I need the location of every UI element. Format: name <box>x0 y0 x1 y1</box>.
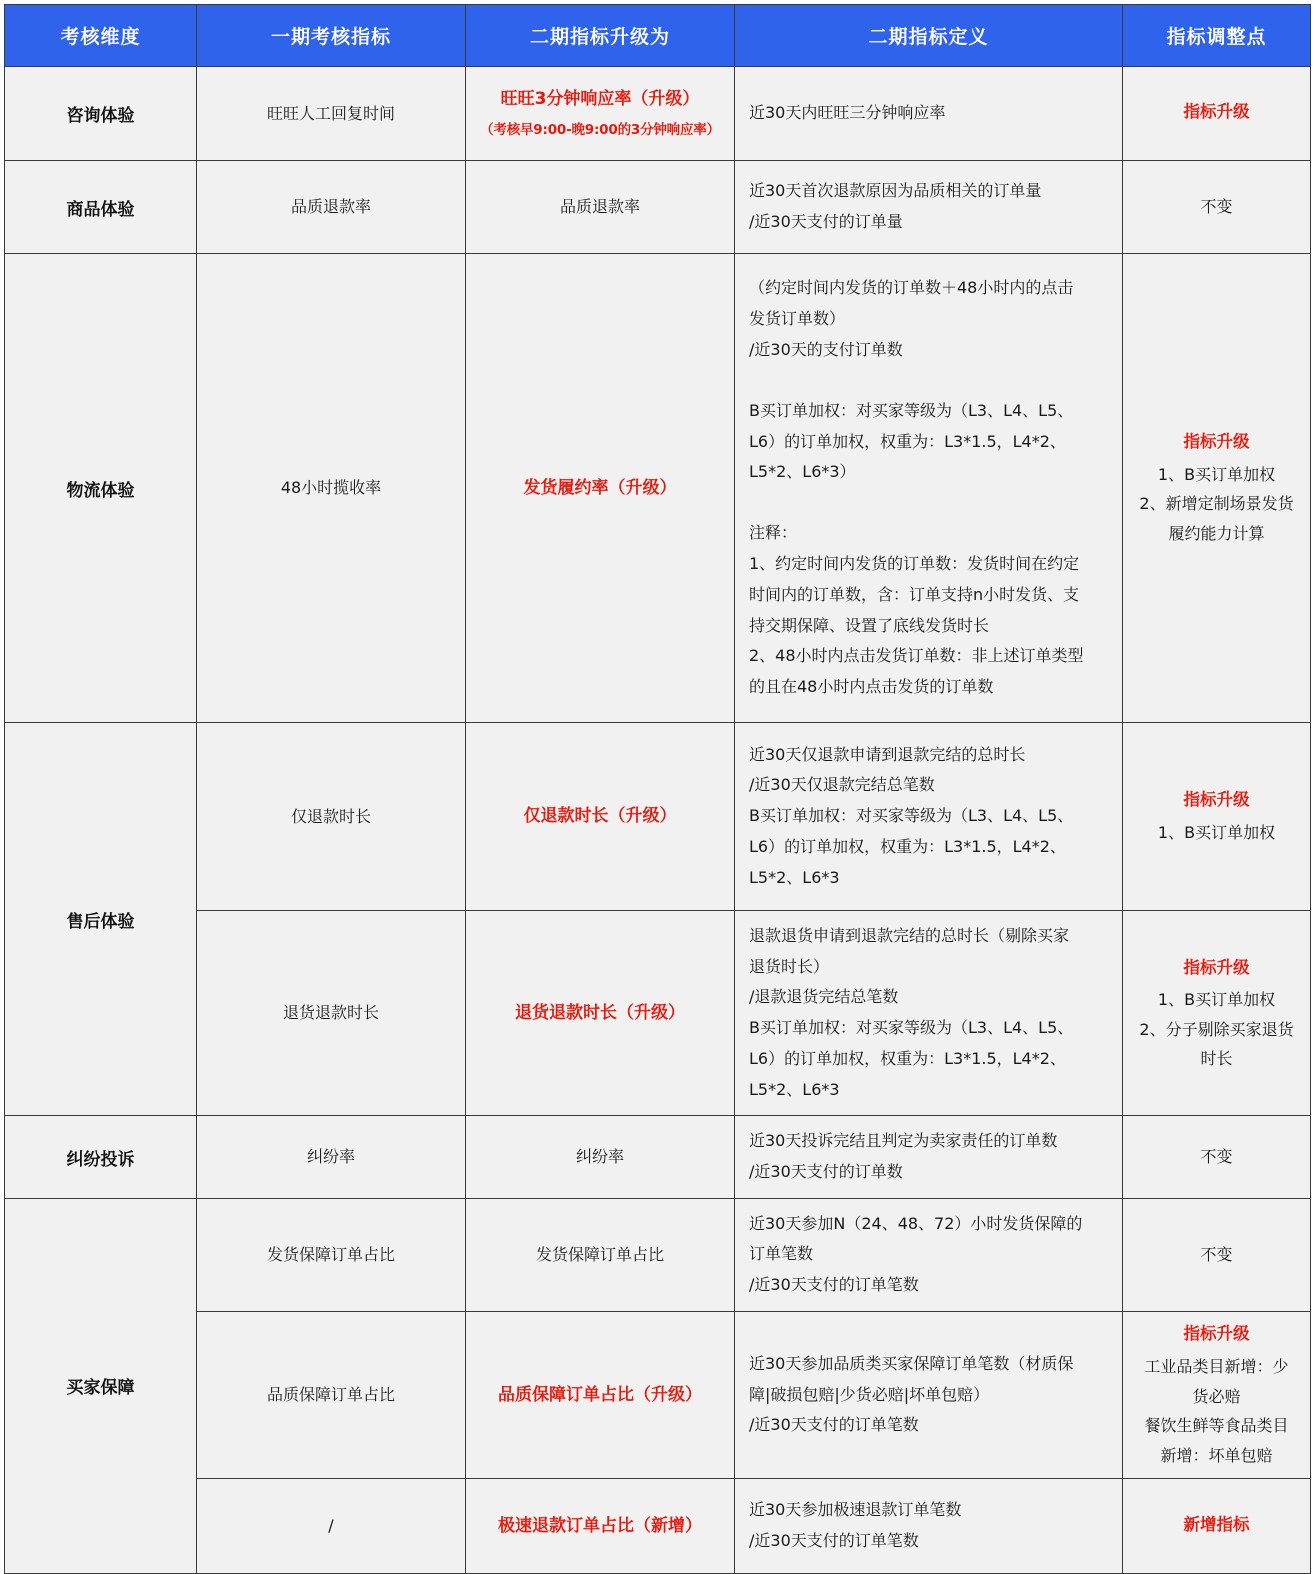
phase1-cell-shipping-protection: 发货保障订单占比 <box>197 1198 466 1311</box>
adjustment-cell-dispute <box>1123 1116 1311 1198</box>
table-row <box>5 67 1311 161</box>
table-row <box>5 911 1311 1116</box>
definition-cell-logistics <box>735 254 1123 723</box>
adjustment-status: 不变 <box>1200 197 1233 217</box>
column-header-adjustment-point: 指标调整点 <box>1123 5 1311 67</box>
definition-line: /近30天支付的订单数 <box>749 1162 903 1182</box>
adjustment-item: 工业品类目新增：少 <box>1144 1356 1289 1376</box>
adjustment-cell-consult <box>1123 67 1311 161</box>
definition-cell-shipping-protection <box>735 1198 1123 1311</box>
phase2-cell-shipping-protection: 发货保障订单占比 <box>466 1198 735 1311</box>
phase2-cell-quality-protection: 品质保障订单占比（升级） <box>466 1311 735 1478</box>
dimension-cell-aftersales: 售后体验 <box>5 723 197 1116</box>
adjustment-status: 不变 <box>1200 1147 1233 1167</box>
definition-line: B买订单加权：对买家等级为（L3、L4、L5、 <box>749 1018 1074 1038</box>
table-row <box>5 254 1311 723</box>
definition-line: B买订单加权：对买家等级为（L3、L4、L5、 <box>749 806 1074 826</box>
definition-line: /近30天的支付订单数 <box>749 339 903 359</box>
definition-line: /近30天支付的订单笔数 <box>749 1275 919 1295</box>
definition-line: 持交期保障、设置了底线发货时长 <box>749 615 990 635</box>
phase2-cell-refund-only: 仅退款时长（升级） <box>466 723 735 911</box>
definition-line: L5*2、L6*3） <box>749 462 856 482</box>
definition-cell-refund-only <box>735 723 1123 911</box>
definition-line: 近30天内旺旺三分钟响应率 <box>749 103 946 123</box>
table-row <box>5 161 1311 254</box>
column-header-phase1-metric: 一期考核指标 <box>197 5 466 67</box>
phase2-sub-label: （考核早9:00-晚9:00的3分钟响应率） <box>480 121 720 138</box>
definition-line: 退款退货申请到退款完结的总时长（剔除买家 <box>749 926 1070 945</box>
definition-cell-consult <box>735 67 1123 161</box>
definition-line: /近30天支付的订单量 <box>749 212 903 231</box>
definition-cell-dispute <box>735 1116 1123 1198</box>
adjustment-title: 指标升级 <box>1183 432 1250 452</box>
definition-line: （约定时间内发货的订单数＋48小时内的点击 <box>749 278 1074 298</box>
definition-line: /近30天仅退款完结总笔数 <box>749 775 935 795</box>
column-header-phase2-upgrade: 二期指标升级为 <box>466 5 735 67</box>
adjustment-item: 1、B买订单加权 <box>1157 822 1276 842</box>
adjustment-title: 指标升级 <box>1183 957 1250 977</box>
adjustment-cell-logistics <box>1123 254 1311 723</box>
definition-cell-instant-refund <box>735 1478 1123 1573</box>
definition-cell-quality-protection <box>735 1311 1123 1478</box>
table-row <box>5 1311 1311 1478</box>
adjustment-cell-quality-protection <box>1123 1311 1311 1478</box>
phase1-cell-dispute: 纠纷率 <box>197 1116 466 1198</box>
phase2-cell-goods: 品质退款率 <box>466 161 735 254</box>
table-row <box>5 1478 1311 1573</box>
adjustment-item: 新增：坏单包赔 <box>1160 1445 1273 1465</box>
adjustment-title: 指标升级 <box>1183 102 1250 122</box>
phase2-cell-instant-refund: 极速退款订单占比（新增） <box>466 1478 735 1573</box>
adjustment-item: 履约能力计算 <box>1168 524 1265 544</box>
dimension-cell-dispute: 纠纷投诉 <box>5 1116 197 1198</box>
definition-line: /近30天支付的订单笔数 <box>749 1415 919 1435</box>
adjustment-cell-refund-only <box>1123 723 1311 911</box>
phase1-cell-goods: 品质退款率 <box>197 161 466 254</box>
definition-line: 近30天投诉完结且判定为卖家责任的订单数 <box>749 1131 1058 1151</box>
definition-line: 注释： <box>749 523 798 543</box>
definition-line: 2、48小时内点击发货订单数：非上述订单类型 <box>749 646 1084 666</box>
adjustment-cell-instant-refund <box>1123 1478 1311 1573</box>
definition-line: 时间内的订单数，含：订单支持n小时发货、支 <box>749 584 1080 604</box>
dimension-cell-buyer-protection: 买家保障 <box>5 1198 197 1573</box>
header-row <box>5 5 1311 67</box>
indicator-comparison-table <box>4 4 1311 1574</box>
adjustment-item: 2、新增定制场景发货 <box>1139 494 1294 514</box>
adjustment-cell-return-refund <box>1123 911 1311 1116</box>
table-body <box>5 67 1311 1574</box>
definition-line: 近30天参加极速退款订单笔数 <box>749 1500 962 1520</box>
adjustment-title: 指标升级 <box>1183 1324 1250 1344</box>
definition-line: L6）的订单加权，权重为：L3*1.5，L4*2、 <box>749 1048 1066 1068</box>
phase2-cell-return-refund: 退货退款时长（升级） <box>466 911 735 1116</box>
column-header-phase2-definition: 二期指标定义 <box>735 5 1123 67</box>
definition-line: 订单笔数 <box>749 1244 814 1264</box>
phase1-cell-refund-only: 仅退款时长 <box>197 723 466 911</box>
adjustment-item: 2、分子剔除买家退货 <box>1139 1019 1294 1039</box>
definition-line: 的且在48小时内点击发货的订单数 <box>749 676 994 696</box>
adjustment-title: 新增指标 <box>1183 1514 1250 1534</box>
phase1-cell-consult: 旺旺人工回复时间 <box>197 67 466 161</box>
adjustment-status: 不变 <box>1200 1245 1233 1265</box>
definition-cell-return-refund <box>735 911 1123 1116</box>
table-row <box>5 1198 1311 1311</box>
definition-line: L5*2、L6*3 <box>749 1079 840 1099</box>
column-header-dimension: 考核维度 <box>5 5 197 67</box>
phase1-cell-return-refund: 退货退款时长 <box>197 911 466 1116</box>
phase2-cell-dispute: 纠纷率 <box>466 1116 735 1198</box>
definition-line: 发货订单数） <box>749 309 846 329</box>
definition-line: 近30天首次退款原因为品质相关的订单量 <box>749 181 1042 201</box>
adjustment-item: 1、B买订单加权 <box>1157 990 1276 1010</box>
definition-line: B买订单加权：对买家等级为（L3、L4、L5、 <box>749 400 1074 420</box>
definition-line: 退货时长） <box>749 956 830 976</box>
adjustment-cell-goods <box>1123 161 1311 254</box>
definition-spacer <box>749 488 1110 518</box>
definition-line: L6）的订单加权，权重为：L3*1.5，L4*2、 <box>749 431 1066 451</box>
adjustment-item: 餐饮生鲜等食品类目 <box>1144 1416 1289 1436</box>
definition-line: 1、约定时间内发货的订单数：发货时间在约定 <box>749 554 1080 574</box>
table-header <box>5 5 1311 67</box>
dimension-cell-consult: 咨询体验 <box>5 67 197 161</box>
table-row <box>5 723 1311 911</box>
definition-cell-goods <box>735 161 1123 254</box>
phase1-cell-quality-protection: 品质保障订单占比 <box>197 1311 466 1478</box>
phase2-cell-consult <box>466 67 735 161</box>
dimension-cell-goods: 商品体验 <box>5 161 197 254</box>
phase2-main-label: 旺旺3分钟响应率（升级） <box>500 89 700 110</box>
table-row <box>5 1116 1311 1198</box>
definition-line: 近30天参加N（24、48、72）小时发货保障的 <box>749 1213 1083 1233</box>
definition-line: L6）的订单加权，权重为：L3*1.5，L4*2、 <box>749 836 1066 856</box>
definition-line: 障|破损包赔|少货必赔|坏单包赔） <box>749 1384 990 1404</box>
definition-line: 近30天参加品质类买家保障订单笔数（材质保 <box>749 1353 1074 1373</box>
phase1-cell-logistics: 48小时揽收率 <box>197 254 466 723</box>
indicator-upgrade-table-sheet <box>0 4 1314 1552</box>
definition-line: /近30天支付的订单笔数 <box>749 1530 919 1550</box>
adjustment-item: 1、B买订单加权 <box>1157 464 1276 484</box>
definition-line: L5*2、L6*3 <box>749 867 840 887</box>
definition-line: 近30天仅退款申请到退款完结的总时长 <box>749 744 1026 764</box>
dimension-cell-logistics: 物流体验 <box>5 254 197 723</box>
definition-line: /退款退货完结总笔数 <box>749 987 899 1007</box>
definition-spacer <box>749 365 1110 395</box>
adjustment-cell-shipping-protection <box>1123 1198 1311 1311</box>
adjustment-item: 时长 <box>1200 1049 1233 1069</box>
phase2-cell-logistics: 发货履约率（升级） <box>466 254 735 723</box>
adjustment-item: 货必赔 <box>1192 1386 1241 1406</box>
adjustment-title: 指标升级 <box>1183 790 1250 810</box>
phase1-cell-instant-refund: / <box>197 1478 466 1573</box>
